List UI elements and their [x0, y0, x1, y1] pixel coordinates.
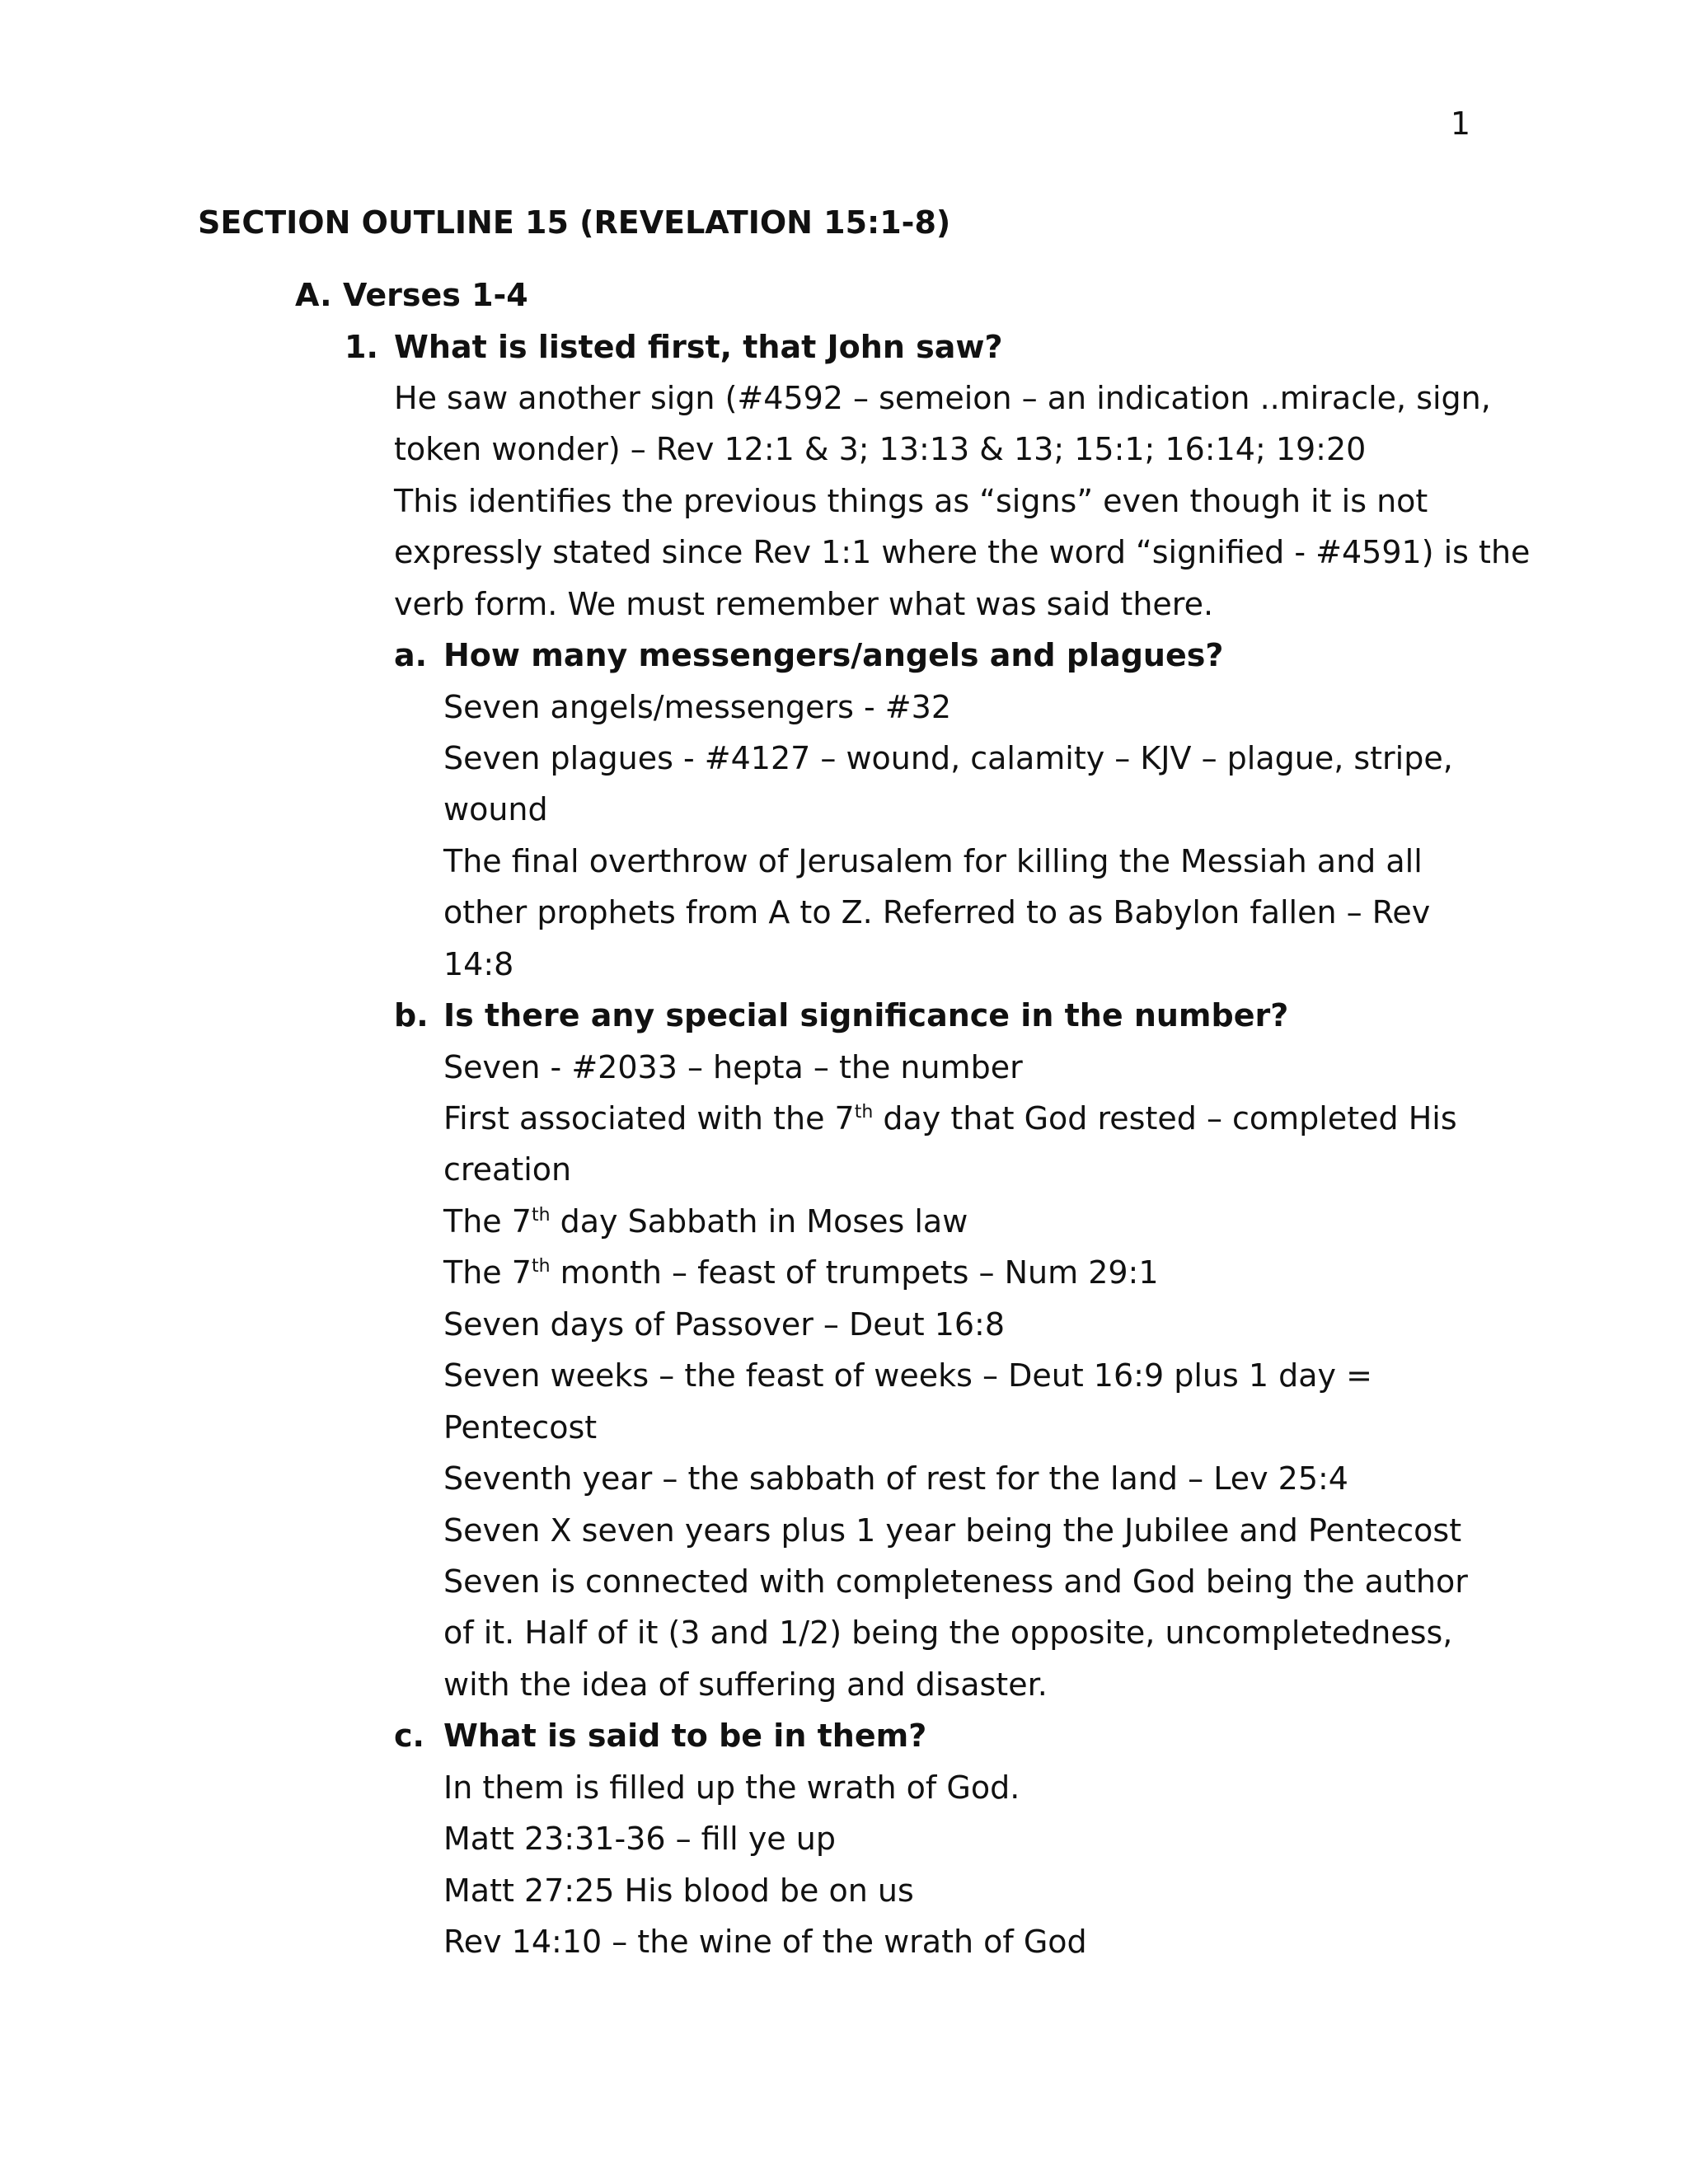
- item-b-question: Is there any special significance in the number?: [443, 997, 1289, 1033]
- document-title: SECTION OUTLINE 15 (REVELATION 15:1-8): [198, 204, 951, 241]
- item-a-line: other prophets from A to Z. Referred to as Babylon fallen – Rev: [443, 894, 1431, 930]
- item-b-line-text: The 7: [443, 1203, 532, 1240]
- superscript-th: th: [531, 1256, 551, 1277]
- item-b-line: Seven is connected with completeness and God being the author: [443, 1563, 1468, 1600]
- item-1-line: He saw another sign (#4592 – semeion – an indication ..miracle, sign,: [394, 380, 1491, 416]
- item-a-line: wound: [443, 791, 548, 827]
- section-a-marker: A.: [295, 277, 332, 313]
- item-b-marker: b.: [394, 997, 429, 1033]
- item-b-line: Seven weeks – the feast of weeks – Deut 16:9 plus 1 day =: [443, 1357, 1372, 1394]
- item-c-marker: c.: [394, 1718, 424, 1754]
- item-c-line: Matt 23:31-36 – fill ye up: [443, 1821, 836, 1857]
- item-1-line: expressly stated since Rev 1:1 where the word “signified - #4591) is the: [394, 534, 1531, 570]
- item-c-line: In them is filled up the wrath of God.: [443, 1769, 1020, 1806]
- item-b-line: Seven X seven years plus 1 year being the Jubilee and Pentecost: [443, 1512, 1462, 1549]
- item-b-line: [443, 1099, 1457, 1138]
- item-1-line: verb form. We must remember what was said there.: [394, 586, 1214, 622]
- item-b-line: of it. Half of it (3 and 1/2) being the opposite, uncompletedness,: [443, 1615, 1453, 1651]
- superscript-th: th: [854, 1102, 874, 1122]
- item-b-line: Seven days of Passover – Deut 16:8: [443, 1306, 1006, 1343]
- item-a-line: Seven plagues - #4127 – wound, calamity – KJV – plague, stripe,: [443, 740, 1453, 776]
- item-c-line: Rev 14:10 – the wine of the wrath of God: [443, 1924, 1087, 1960]
- item-1-line: token wonder) – Rev 12:1 & 3; 13:13 & 13; 15:1; 16:14; 19:20: [394, 431, 1367, 467]
- item-a-marker: a.: [394, 637, 428, 673]
- item-a-line: Seven angels/messengers - #32: [443, 689, 951, 725]
- item-b-line: creation: [443, 1151, 572, 1188]
- item-b-line-text: The 7: [443, 1254, 532, 1291]
- section-a-heading: Verses 1-4: [343, 277, 528, 313]
- item-1-line: This identifies the previous things as “signs” even though it is not: [394, 483, 1428, 519]
- item-a-question: How many messengers/angels and plagues?: [443, 637, 1224, 673]
- item-b-line: Seven - #2033 – hepta – the number: [443, 1049, 1023, 1085]
- item-1-marker: 1.: [345, 329, 378, 365]
- item-c-line: Matt 27:25 His blood be on us: [443, 1872, 914, 1909]
- superscript-th: th: [531, 1205, 551, 1226]
- item-b-line-text: day that God rested – completed His: [873, 1100, 1457, 1137]
- item-c-question: What is said to be in them?: [443, 1718, 927, 1754]
- item-a-line: The final overthrow of Jerusalem for killing the Messiah and all: [443, 843, 1423, 879]
- item-b-line: [443, 1253, 1159, 1292]
- item-b-line-text: day Sabbath in Moses law: [550, 1203, 968, 1240]
- item-b-line: Pentecost: [443, 1409, 598, 1446]
- item-b-line-text: month – feast of trumpets – Num 29:1: [550, 1254, 1159, 1291]
- item-b-line: [443, 1202, 968, 1241]
- page-number: 1: [1450, 105, 1470, 142]
- item-b-line: Seventh year – the sabbath of rest for the land – Lev 25:4: [443, 1460, 1348, 1497]
- item-1-question: What is listed first, that John saw?: [394, 329, 1003, 365]
- item-b-line-text: First associated with the 7: [443, 1100, 855, 1137]
- item-b-line: with the idea of suffering and disaster.: [443, 1666, 1048, 1703]
- item-a-line: 14:8: [443, 946, 514, 982]
